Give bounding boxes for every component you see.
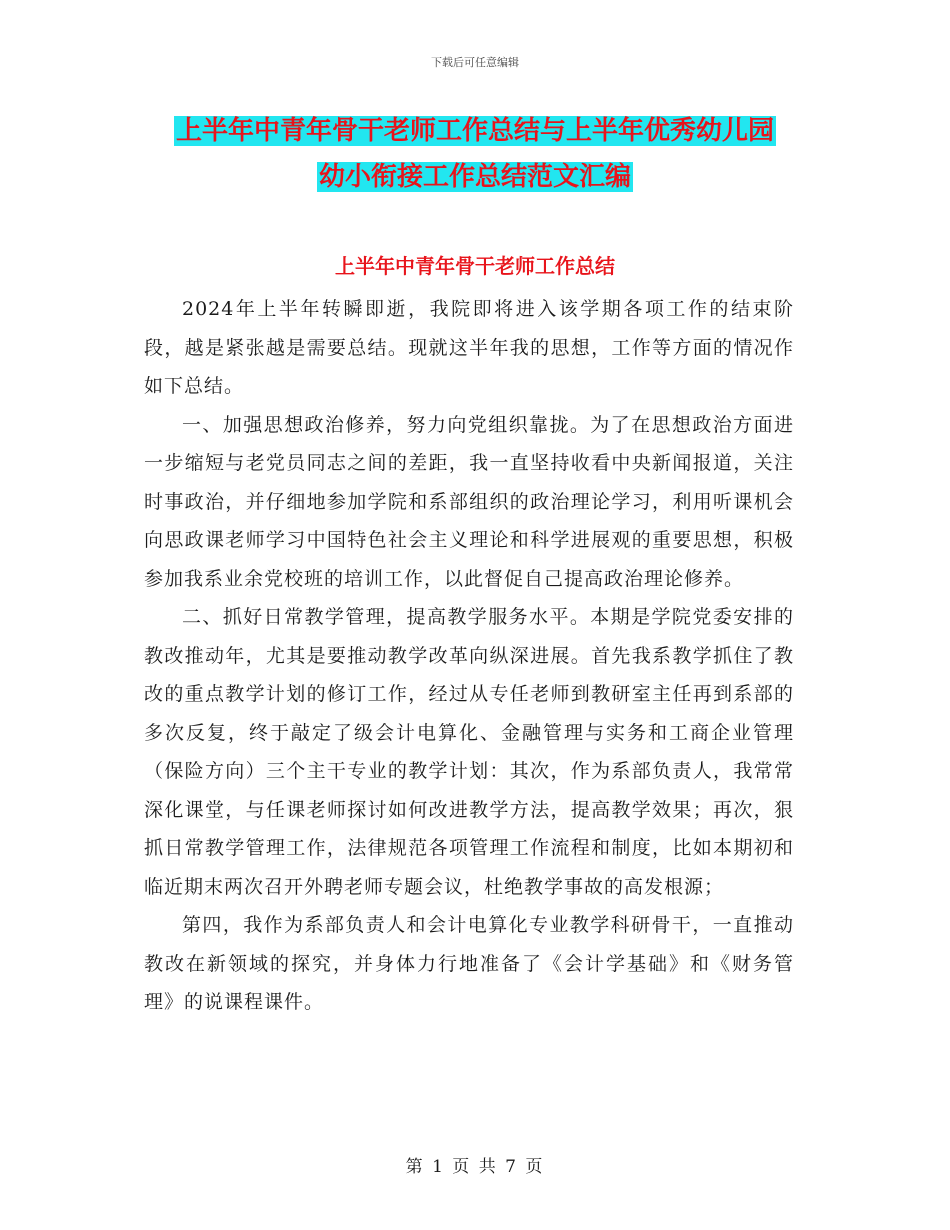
header-note: 下载后可任意编辑 (431, 56, 519, 69)
paragraph: 第四，我作为系部负责人和会计电算化专业教学科研骨干，一直推动教改在新领域的探究，并身体力行地准备了《会计学基础》和《财务管理》的说课程课件。 (144, 914, 794, 1013)
paragraph: 一、加强思想政治修养，努力向党组织靠拢。为了在思想政治方面进一步缩短与老党员同志之间的差距，我一直坚持收看中央新闻报道，关注时事政治，并仔细地参加学院和系部组织的政治理论学习，利用听课机会向思政课老师学习中国特色社会主义理论和科学进展观的重要思想，积极参加我系业余党校班的培训工作，以此督促自己提高政治理论修养。 (144, 413, 794, 590)
section-title: 上半年中青年骨干老师工作总结 (335, 254, 615, 278)
document-title-line-2: 幼小衔接工作总结范文汇编 (318, 162, 631, 192)
paragraph: 二、抓好日常教学管理，提高教学服务水平。本期是学院党委安排的教改推动年，尤其是要推动教学改革向纵深进展。首先我系教学抓住了教改的重点教学计划的修订工作，经过从专任老师到教研室主任再到系部的多次反复，终于敲定了级会计电算化、金融管理与实务和工商企业管理（保险方向）三个主干专业的教学计划：其次，作为系部负责人，我常常深化课堂，与任课老师探讨如何改进教学方法，提高教学效果；再次，狠抓日常教学管理工作，法律规范各项管理工作流程和制度，比如本期初和临近期末两次召开外聘老师专题会议，杜绝教学事故的高发根源； (144, 606, 794, 898)
page-number: 第 1 页 共 7 页 (405, 1157, 545, 1177)
document-title-line-1: 上半年中青年骨干老师工作总结与上半年优秀幼儿园 (175, 116, 774, 146)
document-body (144, 290, 794, 1022)
document-title (140, 108, 810, 200)
paragraph: 2024年上半年转瞬即逝，我院即将进入该学期各项工作的结束阶段，越是紧张越是需要总结。现就这半年我的思想，工作等方面的情况作如下总结。 (144, 298, 794, 397)
